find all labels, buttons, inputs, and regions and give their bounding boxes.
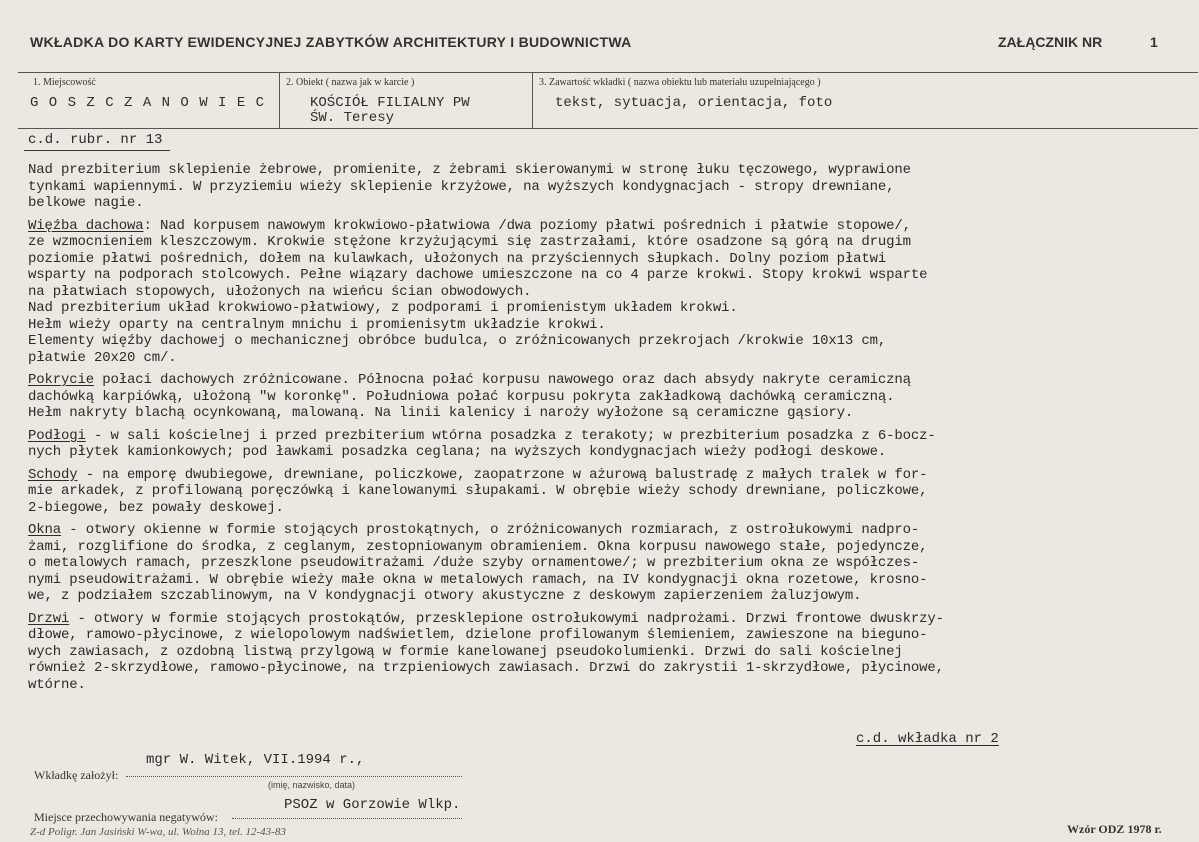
text-line: Hełm wieży oparty na centralnym mnichu i promienisytm układzie krokwi.	[28, 316, 606, 333]
place-value: G O S Z C Z A N O W I E C	[30, 95, 266, 111]
continuation-heading: c.d. rubr. nr 13	[28, 132, 163, 148]
text-line: mie arkadek, z profilowaną poręczówką i kanelowanymi słupakami. W obrębie wieży schody drewniane, policzkowe,	[28, 483, 928, 499]
text-line: Nad prezbiterium sklepienie żebrowe, promienite, z żebrami skierowanymi w stronę łuku tęczowego, wyprawione	[28, 162, 911, 178]
storage-label: Miejsce przechowywania negatywów:	[34, 810, 218, 824]
text-line: nymi pseudowitrażami. W obrębie wieży małe okna w metalowych ramach, na IV kondygnacji okna rozetowe, krosno-	[28, 571, 928, 588]
header-divider	[18, 72, 1198, 73]
field-divider-2	[532, 72, 533, 128]
author-value: mgr W. Witek, VII.1994 r.,	[146, 752, 365, 768]
object-value-line-2: ŚW. Teresy	[310, 110, 395, 126]
text-line: dachówką karpiówką, ułożoną "w koronkę". Południowa połać korpusu pokryta zakładkową dachówką ceramiczną.	[28, 388, 895, 405]
text-line: poziomie płatwi pośrednich, dołem na kulawkach, ułożonych na przyściennych słupkach. Dolny poziom płatwi	[28, 250, 887, 267]
text-line: na płatwiach stopowych, ułożonych na wieńcu ścian obwodowych.	[28, 283, 532, 300]
text-line: płatwie 20x20 cm/.	[28, 349, 177, 366]
printer-imprint: Z-d Poligr. Jan Jasiński W-wa, ul. Wolna 13, tel. 12-43-83	[30, 826, 286, 838]
paragraph	[28, 218, 1193, 367]
text-line: również 2-skrzydłowe, ramowo-płycinowe, na trzpieniowych zawiasach. Drzwi do zakrystii 1-skrzydłowe, płycinowe,	[28, 660, 944, 676]
text-line: połaci dachowych zróżnicowane. Północna połać korpusu nawowego oraz dach absydy nakryte ceramiczną	[94, 372, 911, 388]
section-keyword: Drzwi	[28, 610, 70, 627]
object-value-line-1: KOŚCIÓŁ FILIALNY PW	[310, 95, 470, 111]
paragraph	[28, 522, 1193, 605]
author-hint: (imię, nazwisko, data)	[268, 780, 356, 790]
text-line: wych zawiasach, z ozdobną listwą przylgową w formie kanelowanej pseudokolumienki. Drzwi do sali kościelnej	[28, 643, 903, 660]
continued-note: c.d. wkładka nr 2	[856, 731, 999, 747]
text-line: we, z podziałem szczablinowym, na V kondygnacji otwory akustyczne z deskowym zapierzeniem żaluzjowym.	[28, 588, 862, 604]
place-label: 1. Miejscowość	[33, 77, 96, 88]
author-label: Wkładkę założył:	[34, 768, 119, 782]
fields-divider	[18, 128, 1198, 129]
content-label: 3. Zawartość wkładki ( nazwa obiektu lub materiału uzupełniającego )	[539, 77, 821, 88]
text-line: ze wzmocnieniem kleszczowym. Krokwie stężone krzyżującymi się zastrzałami, które osadzone są górą na drugim	[28, 234, 911, 250]
text-line: Elementy więźby dachowej o mechanicznej obróbce budulca, o zróżnicowanych przekrojach /krokwie 10x13 cm,	[28, 333, 887, 349]
text-line: : Nad korpusem nawowym krokwiowo-płatwiowa /dwa poziomy płatwi pośrednich i płatwie stopowe/,	[143, 217, 911, 234]
text-line: - na emporę dwubiegowe, drewniane, policzkowe, zaopatrzone w ażurową balustradę z małych tralek w for-	[77, 466, 928, 483]
form-number: Wzór ODZ 1978 r.	[1067, 822, 1162, 836]
paragraph	[28, 428, 1193, 461]
content-value: tekst, sytuacja, orientacja, foto	[555, 95, 833, 111]
text-line: - otwory okienne w formie stojących prostokątnych, o zróżnicowanych rozmiarach, z ostrołukowymi nadpro-	[61, 522, 920, 538]
text-line: wtórne.	[28, 676, 86, 693]
text-line: Nad prezbiterium układ krokwiowo-płatwiowy, z podporami i promienistym układem krokwi.	[28, 300, 738, 316]
storage-value: PSOZ w Gorzowie Wlkp.	[284, 797, 461, 813]
document-body	[28, 162, 1193, 699]
text-line: - otwory w formie stojących prostokątów, przesklepione ostrołukowymi nadprożami. Drzwi frontowe dwuskrzy-	[69, 610, 944, 627]
text-line: dłowe, ramowo-płycinowe, z wielopolowym nadświetlem, dzielone profilowanym ślemieniem, zawieszone na bieguno-	[28, 627, 928, 643]
paragraph	[28, 162, 1193, 212]
paragraph	[28, 372, 1193, 422]
text-line: belkowe nagie.	[28, 195, 144, 211]
attachment-number: 1	[1150, 34, 1158, 50]
object-label: 2. Obiekt ( nazwa jak w karcie )	[286, 77, 415, 88]
section-keyword: Pokrycie	[28, 372, 95, 388]
section-keyword: Podłogi	[28, 427, 86, 444]
text-line: o metalowych ramach, przeszklone pseudowitrażami /duże szyby ornamentowe/; w prezbiterium okna ze współczes-	[28, 555, 920, 571]
field-divider-1	[279, 72, 280, 128]
text-line: 2-biegowe, bez powały deskowej.	[28, 499, 284, 516]
section-keyword: Schody	[28, 466, 78, 483]
text-line: wsparty na podporach stolcowych. Pełne wiązary dachowe umieszczone na co 4 parze krokwi. Stopy krokwi wsparte	[28, 267, 928, 283]
storage-dotline	[232, 818, 462, 819]
text-line: tynkami wapiennymi. W przyziemiu wieży sklepienie krzyżowe, na wyższych kondygnacjach - stropy drewniane,	[28, 178, 895, 195]
paragraph	[28, 611, 1193, 694]
text-line: - w sali kościelnej i przed prezbiterium wtórna posadzka z terakoty; w prezbiterium posadzka z 6-bocz-	[85, 427, 936, 444]
paragraph	[28, 467, 1193, 517]
attachment-label: ZAŁĄCZNIK NR	[998, 34, 1103, 50]
section-keyword: Więźba dachowa	[28, 217, 144, 234]
section-keyword: Okna	[28, 522, 62, 538]
text-line: żami, rozglifione do środka, z ceglanym, zestopniowanym obramieniem. Okna korpusu nawowego stałe, pojedyncze,	[28, 538, 928, 555]
text-line: nych płytek kamionkowych; pod ławkami posadzka ceglana; na wyższych kondygnacjach wieży podłogi deskowe.	[28, 444, 887, 460]
author-dotline	[126, 776, 462, 777]
card-title: WKŁADKA DO KARTY EWIDENCYJNEJ ZABYTKÓW ARCHITEKTURY I BUDOWNICTWA	[30, 34, 632, 50]
text-line: Hełm nakryty blachą ocynkowaną, malowaną. Na linii kalenicy i naroży wyłożone są ceramiczne gąsiory.	[28, 405, 854, 421]
